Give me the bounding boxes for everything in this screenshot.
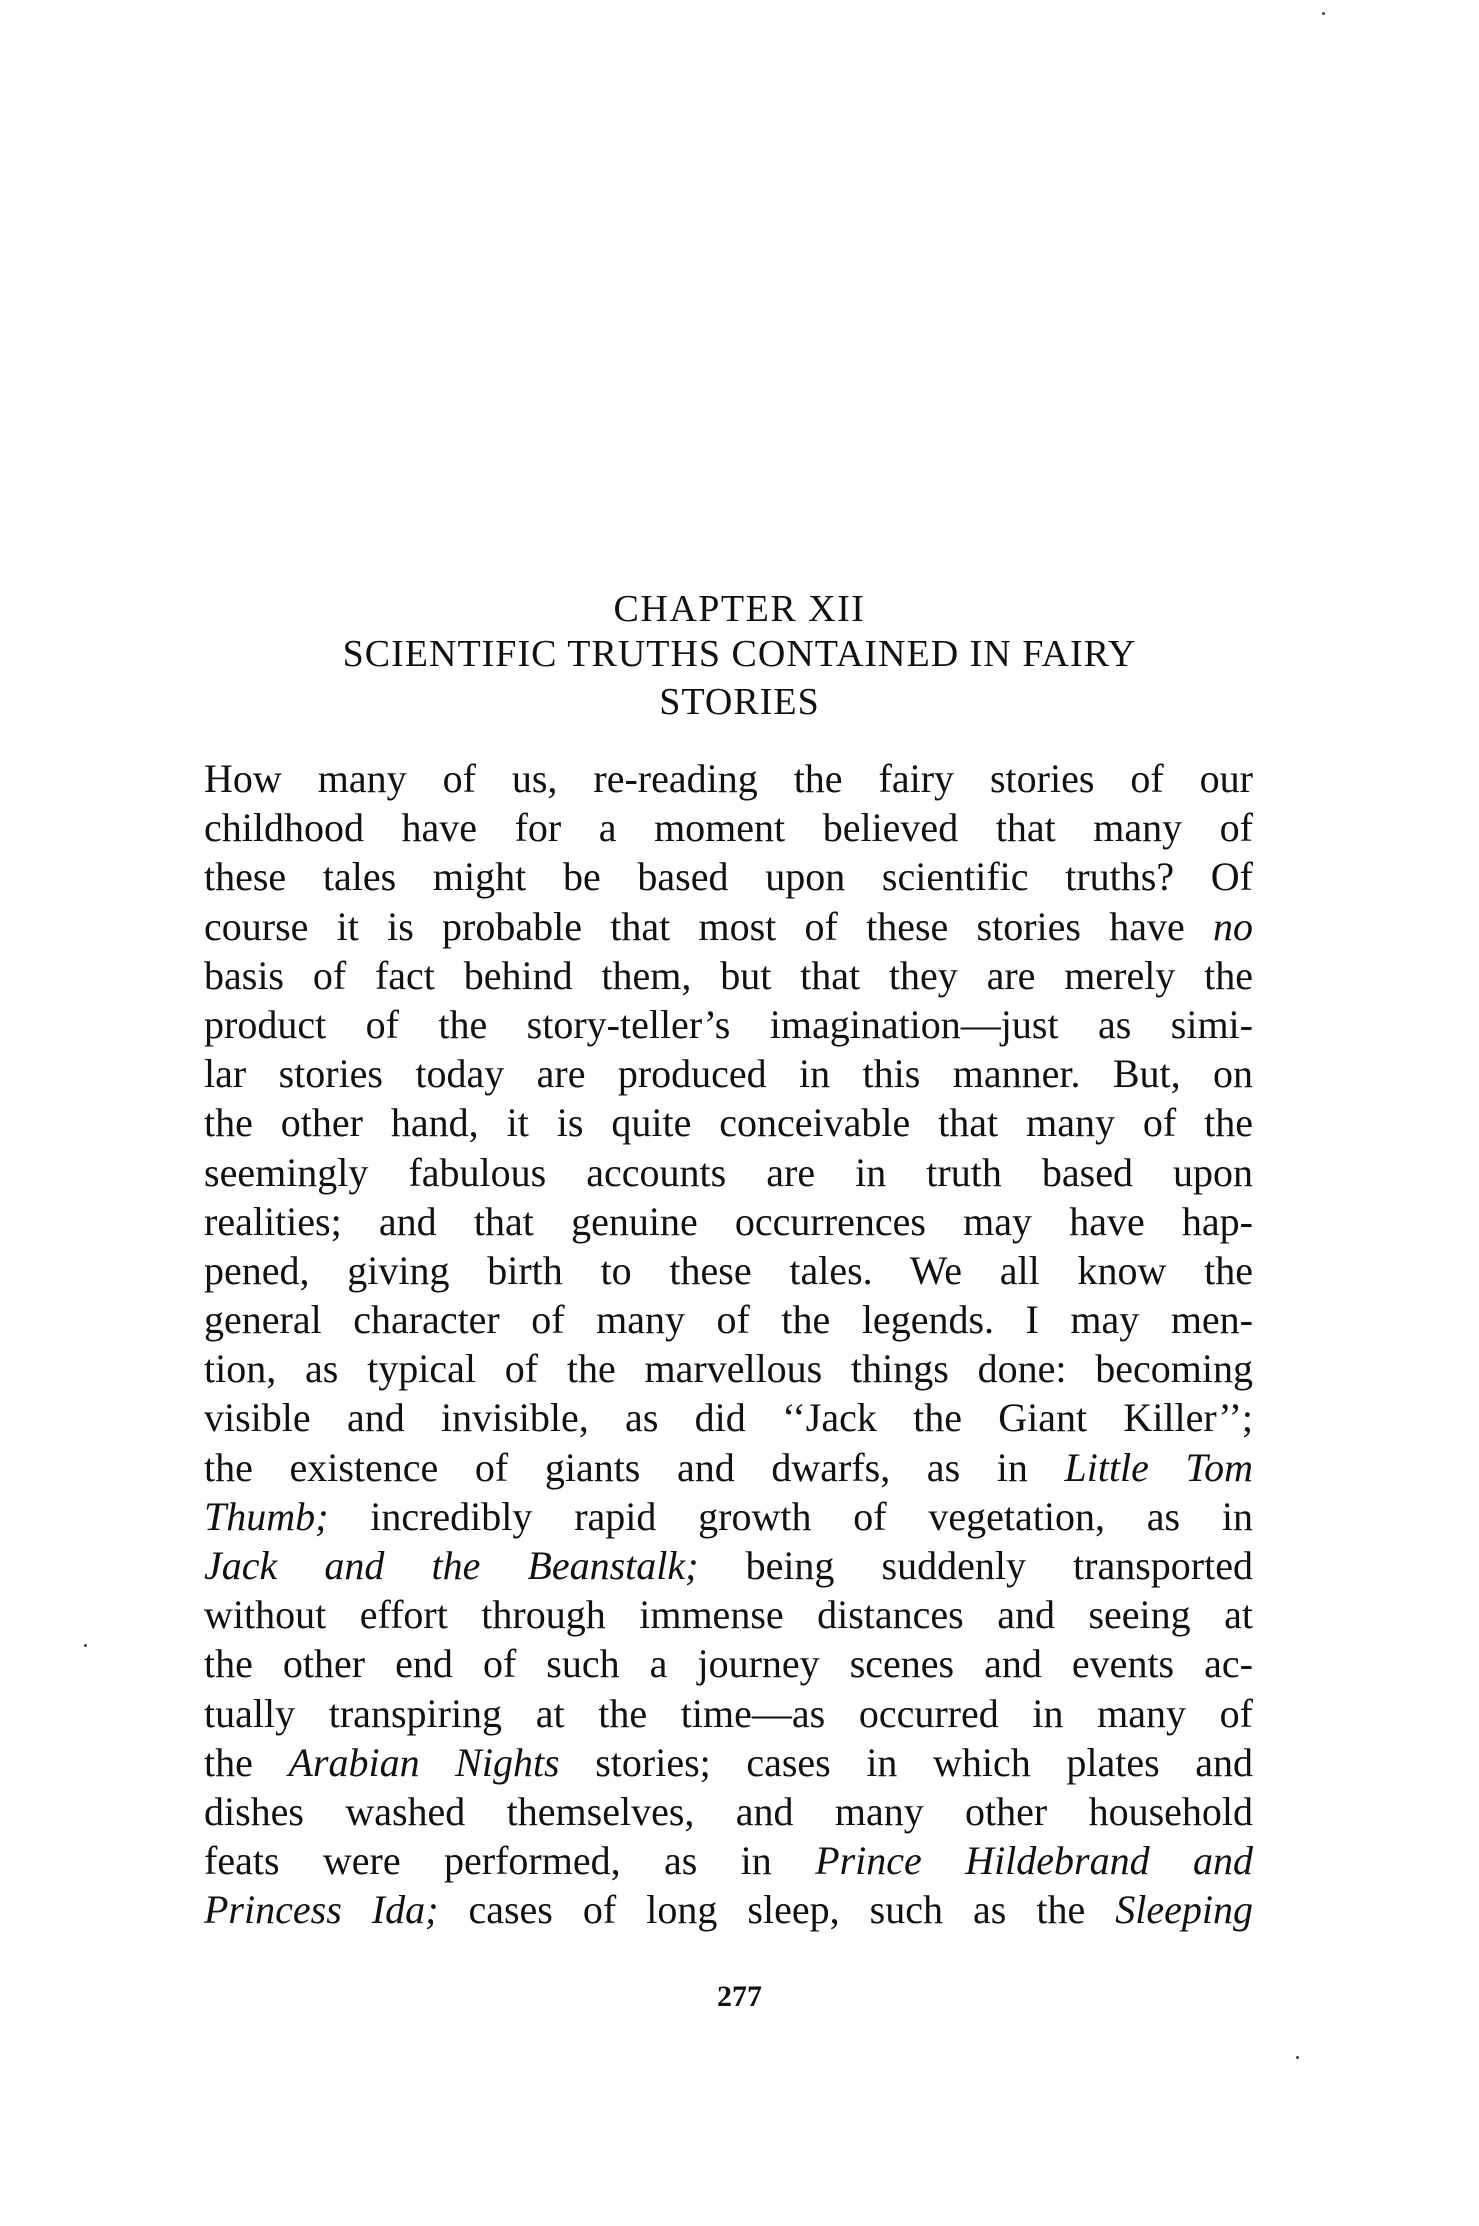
chapter-title-line: STORIES xyxy=(659,681,820,723)
italic-title-text: Prince Hildebrand and xyxy=(815,1838,1253,1884)
text-line xyxy=(204,1836,1253,1885)
text-segment: How many of us, re-reading the fairy stories of our xyxy=(204,756,1253,801)
chapter-title xyxy=(0,630,1479,726)
text-segment: incredibly rapid growth of vegetation, as in xyxy=(328,1493,1253,1539)
text-segment: visible and invisible, as did ‘‘Jack the Giant Killer’’; xyxy=(204,1395,1253,1441)
text-line xyxy=(204,1295,1253,1344)
text-segment: realities; and that genuine occurrences may have hap- xyxy=(204,1198,1253,1244)
text-line xyxy=(204,1246,1253,1295)
text-line xyxy=(204,1541,1253,1590)
text-line xyxy=(204,1098,1253,1147)
text-line xyxy=(204,1443,1253,1492)
text-segment: seemingly fabulous accounts are in truth based upon xyxy=(204,1149,1253,1195)
text-line xyxy=(204,852,1253,901)
text-line xyxy=(204,754,1253,803)
page-number: 277 xyxy=(717,1980,762,2013)
text-segment: dishes washed themselves, and many other household xyxy=(204,1788,1253,1834)
text-segment: lar stories today are produced in this manner. But, on xyxy=(204,1051,1253,1097)
text-line xyxy=(204,1738,1253,1787)
text-line xyxy=(204,1344,1253,1393)
text-segment: stories; cases in which plates and xyxy=(559,1739,1253,1785)
text-line xyxy=(204,1787,1253,1836)
text-segment: the other end of such a journey scenes and events ac- xyxy=(204,1641,1253,1687)
scan-speck xyxy=(84,1644,87,1647)
text-line xyxy=(204,1689,1253,1738)
text-segment: the existence of giants and dwarfs, as in xyxy=(204,1444,1065,1490)
text-line xyxy=(204,1885,1253,1934)
text-line xyxy=(204,951,1253,1000)
text-segment: cases of long sleep, such as the xyxy=(438,1887,1116,1933)
text-segment: being suddenly transported xyxy=(698,1543,1253,1588)
text-segment: without effort through immense distances and seeing at xyxy=(204,1592,1253,1638)
italic-title-text: Little Tom xyxy=(1064,1444,1253,1490)
text-segment: the other hand, it is quite conceivable that many of the xyxy=(204,1100,1253,1146)
italic-title-text: Sleeping xyxy=(1115,1887,1253,1933)
text-segment: childhood have for a moment believed that many of xyxy=(204,805,1253,851)
text-segment: the xyxy=(204,1739,289,1785)
italic-title-text: no xyxy=(1213,903,1253,949)
text-line xyxy=(204,1639,1253,1688)
text-line xyxy=(204,1492,1253,1541)
chapter-title-line: SCIENTIFIC TRUTHS CONTAINED IN FAIRY xyxy=(342,633,1137,675)
italic-title-text: Arabian Nights xyxy=(288,1739,560,1785)
text-segment: tion, as typical of the marvellous things done: becoming xyxy=(204,1346,1253,1392)
text-segment: general character of many of the legends. I may men- xyxy=(204,1297,1253,1343)
chapter-heading: CHAPTER XII xyxy=(613,588,866,630)
text-line xyxy=(204,1590,1253,1639)
text-line xyxy=(204,1148,1253,1197)
scan-speck xyxy=(1296,2056,1299,2059)
text-segment: feats were performed, as in xyxy=(204,1838,816,1884)
text-line xyxy=(204,803,1253,852)
text-line xyxy=(204,1000,1253,1049)
text-segment: these tales might be based upon scientific truths? Of xyxy=(204,854,1253,900)
text-segment: course it is probable that most of these stories have xyxy=(204,903,1213,949)
text-line xyxy=(204,902,1253,951)
scan-speck xyxy=(1322,12,1325,15)
italic-title-text: Princess Ida; xyxy=(204,1887,439,1933)
text-line xyxy=(204,1049,1253,1098)
text-segment: pened, giving birth to these tales. We all know the xyxy=(204,1247,1253,1293)
body-text xyxy=(204,754,1253,1935)
text-line xyxy=(204,1197,1253,1246)
text-segment: product of the story-teller’s imagination—just as simi- xyxy=(204,1001,1253,1047)
italic-title-text: Thumb; xyxy=(204,1493,329,1539)
italic-title-text: Jack and the Beanstalk; xyxy=(204,1543,699,1588)
text-segment: tually transpiring at the time—as occurred in many of xyxy=(204,1690,1253,1736)
text-line xyxy=(204,1393,1253,1442)
text-segment: basis of fact behind them, but that they are merely the xyxy=(204,952,1253,998)
